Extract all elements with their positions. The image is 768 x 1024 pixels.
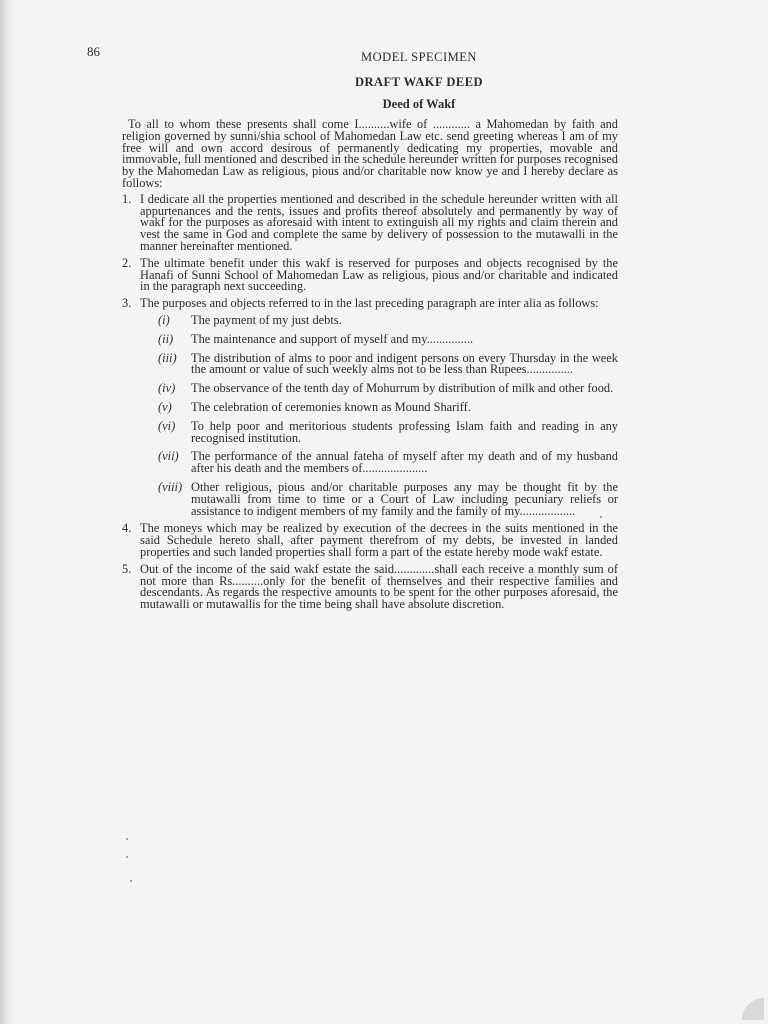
header-label: MODEL SPECIMEN bbox=[361, 50, 477, 64]
purpose-item bbox=[140, 312, 618, 327]
clause-number: 3. bbox=[122, 296, 132, 311]
purpose-numeral: (ii) bbox=[158, 331, 174, 346]
page-edge-shadow bbox=[0, 0, 14, 1024]
clause-number: 5. bbox=[122, 561, 132, 576]
purpose-text: Other religious, pious and/or charitable purposes any may be thought fit by the mutawalli from time to time or a Court of Law including pecuniary reliefs or assistance to indigent members of my family and the family of my.................. bbox=[191, 479, 618, 518]
purpose-numeral: (vii) bbox=[158, 449, 179, 464]
scan-speck bbox=[126, 856, 128, 858]
purpose-numeral: (iv) bbox=[158, 381, 176, 396]
clause-5 bbox=[122, 561, 618, 612]
clause-text: The ultimate benefit under this wakf is reserved for purposes and objects recognised by the Hanafi of Sunni School of Mahomedan Law as religious, pious and/or charitable and indicated in the paragraph next succeeding. bbox=[140, 255, 618, 294]
purpose-item bbox=[140, 331, 618, 346]
clause-3 bbox=[122, 298, 618, 517]
purpose-item bbox=[140, 399, 618, 414]
purpose-item bbox=[140, 479, 618, 518]
purpose-text: The performance of the annual fateha of myself after my death and of my husband after his death and the members of..................... bbox=[191, 449, 618, 476]
document-title: DRAFT WAKF DEED bbox=[354, 75, 484, 89]
clause-number: 1. bbox=[122, 191, 132, 206]
purpose-item bbox=[140, 451, 618, 475]
scan-speck bbox=[600, 516, 602, 518]
purpose-numeral: (vi) bbox=[158, 418, 176, 433]
clause-2 bbox=[122, 255, 618, 294]
purpose-text: The payment of my just debts. bbox=[191, 312, 342, 327]
clause-text: The moneys which may be realized by execution of the decrees in the suits mentioned in the said Schedule hereto shall, after payment therefrom of my debts, be invested in landed properties and such landed properties shall form a part of the estate hereby mode wakf estate. bbox=[140, 521, 618, 559]
scan-speck bbox=[130, 880, 132, 882]
purpose-item bbox=[140, 418, 618, 445]
purpose-text: The maintenance and support of myself and my............... bbox=[191, 331, 474, 346]
purpose-text: The distribution of alms to poor and indigent persons on every Thursday in the week the amount or value of such weekly alms not to be less than Rupees............... bbox=[191, 350, 618, 377]
clause-1 bbox=[122, 191, 618, 253]
purpose-numeral: (v) bbox=[158, 399, 172, 414]
purpose-text: The celebration of ceremonies known as Mound Shariff. bbox=[191, 399, 471, 414]
page-curl bbox=[742, 998, 764, 1020]
intro-paragraph: To all to whom these presents shall come I..........wife of ............ a Mahomedan by faith and religion governed by sunni/shia school of Mahomedan Law etc. send greeting whereas I am of my free will and own accord desirous of permanently dedicating my properties, movable and immovable, full mentioned and described in the schedule hereunder written for purposes recognised by the Mahomedan Law as religious, pious and/or charitable now know ye and I hereby declare as follows: bbox=[122, 117, 618, 190]
purpose-numeral: (viii) bbox=[158, 479, 183, 494]
purpose-numeral: (iii) bbox=[158, 350, 177, 365]
page-number: 86 bbox=[87, 44, 100, 59]
clause-number: 4. bbox=[122, 521, 132, 536]
document-subtitle: Deed of Wakf bbox=[382, 97, 456, 111]
purpose-numeral: (i) bbox=[158, 312, 170, 327]
clause-text: The purposes and objects referred to in the last preceding paragraph are inter alia as follows: bbox=[140, 296, 599, 311]
deed-body bbox=[122, 119, 618, 616]
purposes-list bbox=[140, 312, 618, 518]
clause-text: I dedicate all the properties mentioned and described in the schedule hereunder written with all appurtenances and the rents, issues and profits thereof absolutely and permanently by way of wakf for the purposes as aforesaid with intent to extinguish all my rights and claim therein and vest the same in God and complete the same by delivery of possession to the mutawalli in the manner hereinafter mentioned. bbox=[140, 191, 618, 253]
clause-number: 2. bbox=[122, 255, 132, 270]
purpose-item bbox=[140, 383, 618, 395]
purpose-item bbox=[140, 350, 618, 377]
scan-speck bbox=[126, 838, 128, 840]
purpose-text: To help poor and meritorious students professing Islam faith and reading in any recognised institution. bbox=[191, 418, 618, 445]
clause-text: Out of the income of the said wakf estate the said.............shall each receive a monthly sum of not more than Rs..........only for the benefit of themselves and their respective families and descendants. As regards the respective amounts to be spent for the other purposes aforesaid, the mutawalli or mutawallis for the time being shall have absolute discretion. bbox=[140, 561, 618, 612]
purpose-text: The observance of the tenth day of Mohurrum by distribution of milk and other food. bbox=[191, 381, 614, 396]
clause-4 bbox=[122, 523, 618, 558]
document-header bbox=[70, 50, 768, 112]
